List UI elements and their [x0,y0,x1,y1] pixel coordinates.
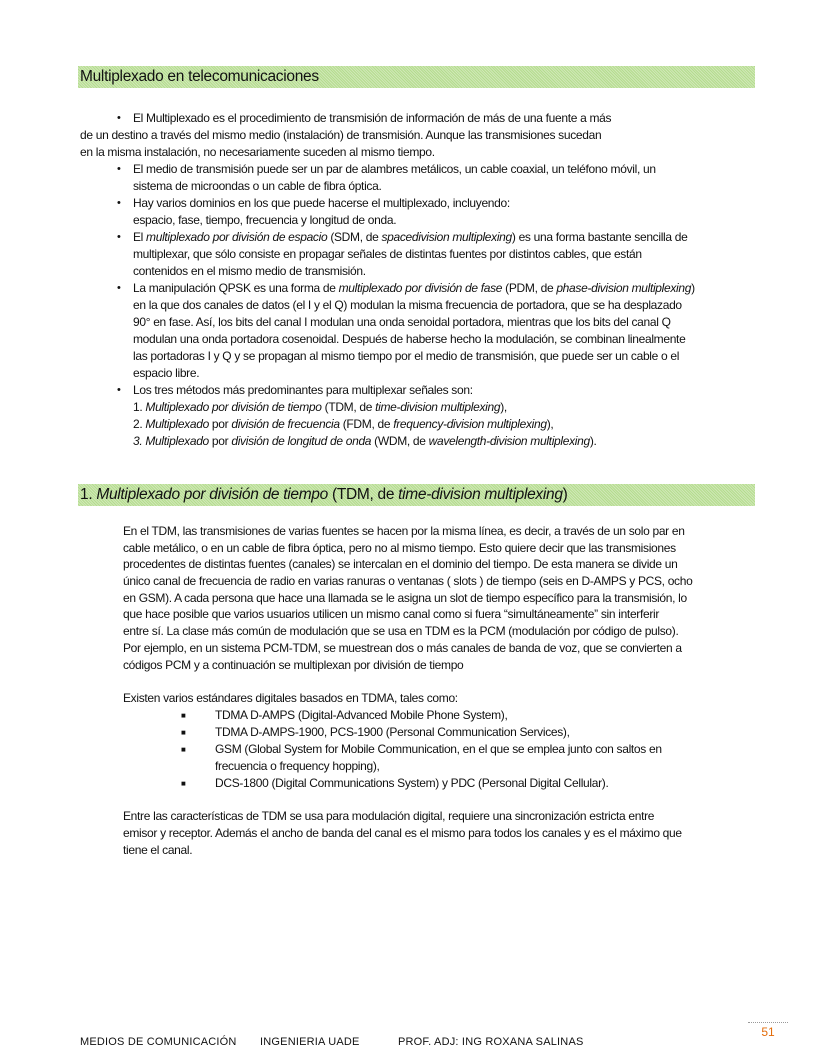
italic-text: spacedivision multiplexing [381,230,512,244]
text-run: Los tres métodos más predominantes para multiplexar señales son: [133,383,473,397]
text-line: procedentes de distintas fuentes (canales) se intercalan en el dominio del tiempo. De esta manera se divide un [123,557,678,572]
text-line [80,263,695,280]
text-line [80,331,695,348]
italic-text: frequency-division multiplexing [393,417,547,431]
text-run: 1. [133,400,146,414]
text-line [80,178,695,195]
square-bullet-icon: ■ [181,728,186,737]
text-line [80,229,695,246]
text-line [80,314,695,331]
standard-text: TDMA D-AMPS-1900, PCS-1900 (Personal Communication Services), [215,725,570,739]
italic-text: wavelength-division multiplexing [428,434,590,448]
text-line [80,399,695,416]
standard-item [123,741,662,758]
text-line [80,280,695,297]
square-bullet-icon: ■ [181,779,186,788]
square-bullet-icon: ■ [181,745,186,754]
standard-item [123,707,662,724]
text-run: espacio libre. [133,366,200,380]
text-run: sistema de microondas o un cable de fibra óptica. [133,179,382,193]
section-heading-tdm [78,484,755,506]
text-run: (FDM, de [339,417,394,431]
bullet-icon: • [117,112,121,124]
text-run: 90° en fase. Así, los bits del canal I modulan una onda senoidal portadora, mientras que los bits del canal Q [133,315,671,329]
text-line [80,348,695,365]
bullet-icon: • [117,384,121,396]
italic-text: multiplexado por división de fase [338,281,503,295]
text-run: 2. [133,417,146,431]
text-run: en la que dos canales de datos (el I y el Q) modulan la misma frecuencia de portadora, que se ha desplazado [133,298,682,312]
text-line [80,144,695,161]
text-line: Entre las características de TDM se usa para modulación digital, requiere una sincronización estricta entre [123,809,655,823]
text-run: (TDM, de [321,400,376,414]
tdm-paragraph [123,523,692,673]
text-run: (TDM, de [327,486,399,503]
text-line [80,212,695,229]
text-line: en GSM). A cada persona que hace una llamada se le asigna un slot de tiempo específico para la transmisión, lo [123,590,687,605]
text-line [80,297,695,314]
text-run: multiplexar, que sólo consiste en propagar señales de distintas fuentes por distintos cables, que están [133,247,642,261]
text-line [80,161,695,178]
section1-body [80,110,695,450]
italic-text: time-division multiplexing [398,486,563,503]
text-line: Por ejemplo, en un sistema PCM-TDM, se muestrean dos o más canales de banda de voz, que se convierten a [123,640,682,655]
standard-item [123,775,662,792]
text-run: (SDM, de [327,230,382,244]
text-line: entre sí. La clase más común de modulación que se usa en TDM es la PCM (modulación por código de pulso). [123,624,679,639]
text-line [80,365,695,382]
text-run: El medio de transmisión puede ser un par de alambres metálicos, un cable coaxial, un teléfono móvil, un [133,162,656,176]
text-run: contenidos en el mismo medio de transmisión. [133,264,366,278]
text-line [80,127,695,144]
text-run: modulan una onda portadora cosenoidal. Después de haberse hecho la modulación, se combinan linealmente [133,332,686,346]
square-bullet-icon: ■ [181,711,186,720]
text-line: cable metálico, o en un cable de fibra óptica, pero no al mismo tiempo. Esto quiere decir que las transmisiones [123,540,676,555]
bullet-icon: • [117,231,121,243]
text-run: El [133,230,147,244]
italic-text: Multiplexado por división de tiempo [145,400,322,414]
bullet-icon: • [117,163,121,175]
text-line [80,433,695,450]
text-run: La manipulación QPSK es una forma de [133,281,339,295]
italic-text: phase-division multiplexing [556,281,692,295]
italic-text: división de longitud de onda [231,434,372,448]
standard-item [123,758,662,775]
text-line: tiene el canal. [123,843,193,857]
footer-course: MEDIOS DE COMUNICACIÓN [80,1036,237,1048]
tdm-characteristics-paragraph [123,808,682,859]
text-line: En el TDM, las transmisiones de varias fuentes se hacen por la misma línea, es decir, a través de un solo par en [123,524,685,538]
text-line [80,246,695,263]
bullet-icon: • [117,282,121,294]
text-line [80,416,695,433]
text-line: emisor y receptor. Además el ancho de banda del canal es el mismo para todos los canales y es el máximo que [123,826,682,840]
text-run: Hay varios dominios en los que puede hacerse el multiplexado, incluyendo: [133,196,510,210]
text-run: (PDM, de [502,281,557,295]
italic-text: 3. Multiplexado [133,434,209,448]
text-run: ) [691,281,695,295]
text-line [80,110,695,127]
footer-professor: PROF. ADJ: ING ROXANA SALINAS [398,1036,584,1048]
standards-section [123,690,662,792]
text-run: espacio, fase, tiempo, frecuencia y longitud de onda. [133,213,397,227]
footer-school: INGENIERIA UADE [260,1036,360,1048]
text-line: códigos PCM y a continuación se multiplexan por división de tiempo [123,657,464,672]
text-line [80,195,695,212]
text-line: único canal de frecuencia de radio en varias ranuras o ventanas ( slots ) de tiempo (seis en D-AMPS y PCS, ocho [123,574,693,589]
italic-text: Multiplexado por división de tiempo [96,486,328,503]
standard-text: GSM (Global System for Mobile Communication, en el que se emplea junto con saltos en [215,742,662,756]
bullet-icon: • [117,197,121,209]
text-run: (WDM, de [371,434,429,448]
italic-text: Multiplexado [145,417,209,431]
standard-text: frecuencia o frequency hopping), [215,759,380,773]
italic-text: time-division multiplexing [375,400,501,414]
standard-text: DCS-1800 (Digital Communications System) y PDC (Personal Digital Cellular). [215,776,609,790]
standard-item [123,724,662,741]
text-run: ), [546,417,554,431]
page-number: 51 [748,1022,788,1039]
section-heading-multiplexado: Multiplexado en telecomunicaciones [78,66,755,88]
text-run: El Multiplexado es el procedimiento de transmisión de información de más de una fuente a más [133,111,612,125]
text-line [80,382,695,399]
text-run: por [208,434,232,448]
text-run: en la misma instalación, no necesariamente suceden al mismo tiempo. [80,145,435,159]
text-run: las portadoras I y Q y se propagan al mismo tiempo por el medio de transmisión, que puede ser un cable o el [133,349,680,363]
standards-intro: Existen varios estándares digitales basados en TDMA, tales como: [123,691,458,705]
text-run: ) [562,486,568,503]
standard-text: TDMA D-AMPS (Digital-Advanced Mobile Phone System), [215,708,508,722]
text-run: ). [589,434,597,448]
text-run: por [208,417,232,431]
text-run: ), [500,400,507,414]
italic-text: multiplexado por división de espacio [146,230,328,244]
text-run: de un destino a través del mismo medio (instalación) de transmisión. Aunque las transmisiones sucedan [80,128,602,142]
text-run: ) es una forma bastante sencilla de [511,230,688,244]
text-line: que hace posible que varios usuarios utilicen un mismo canal como si fuera “simultáneamente” sin interferir [123,607,660,622]
text-run: 1. [80,486,97,503]
italic-text: división de frecuencia [231,417,340,431]
